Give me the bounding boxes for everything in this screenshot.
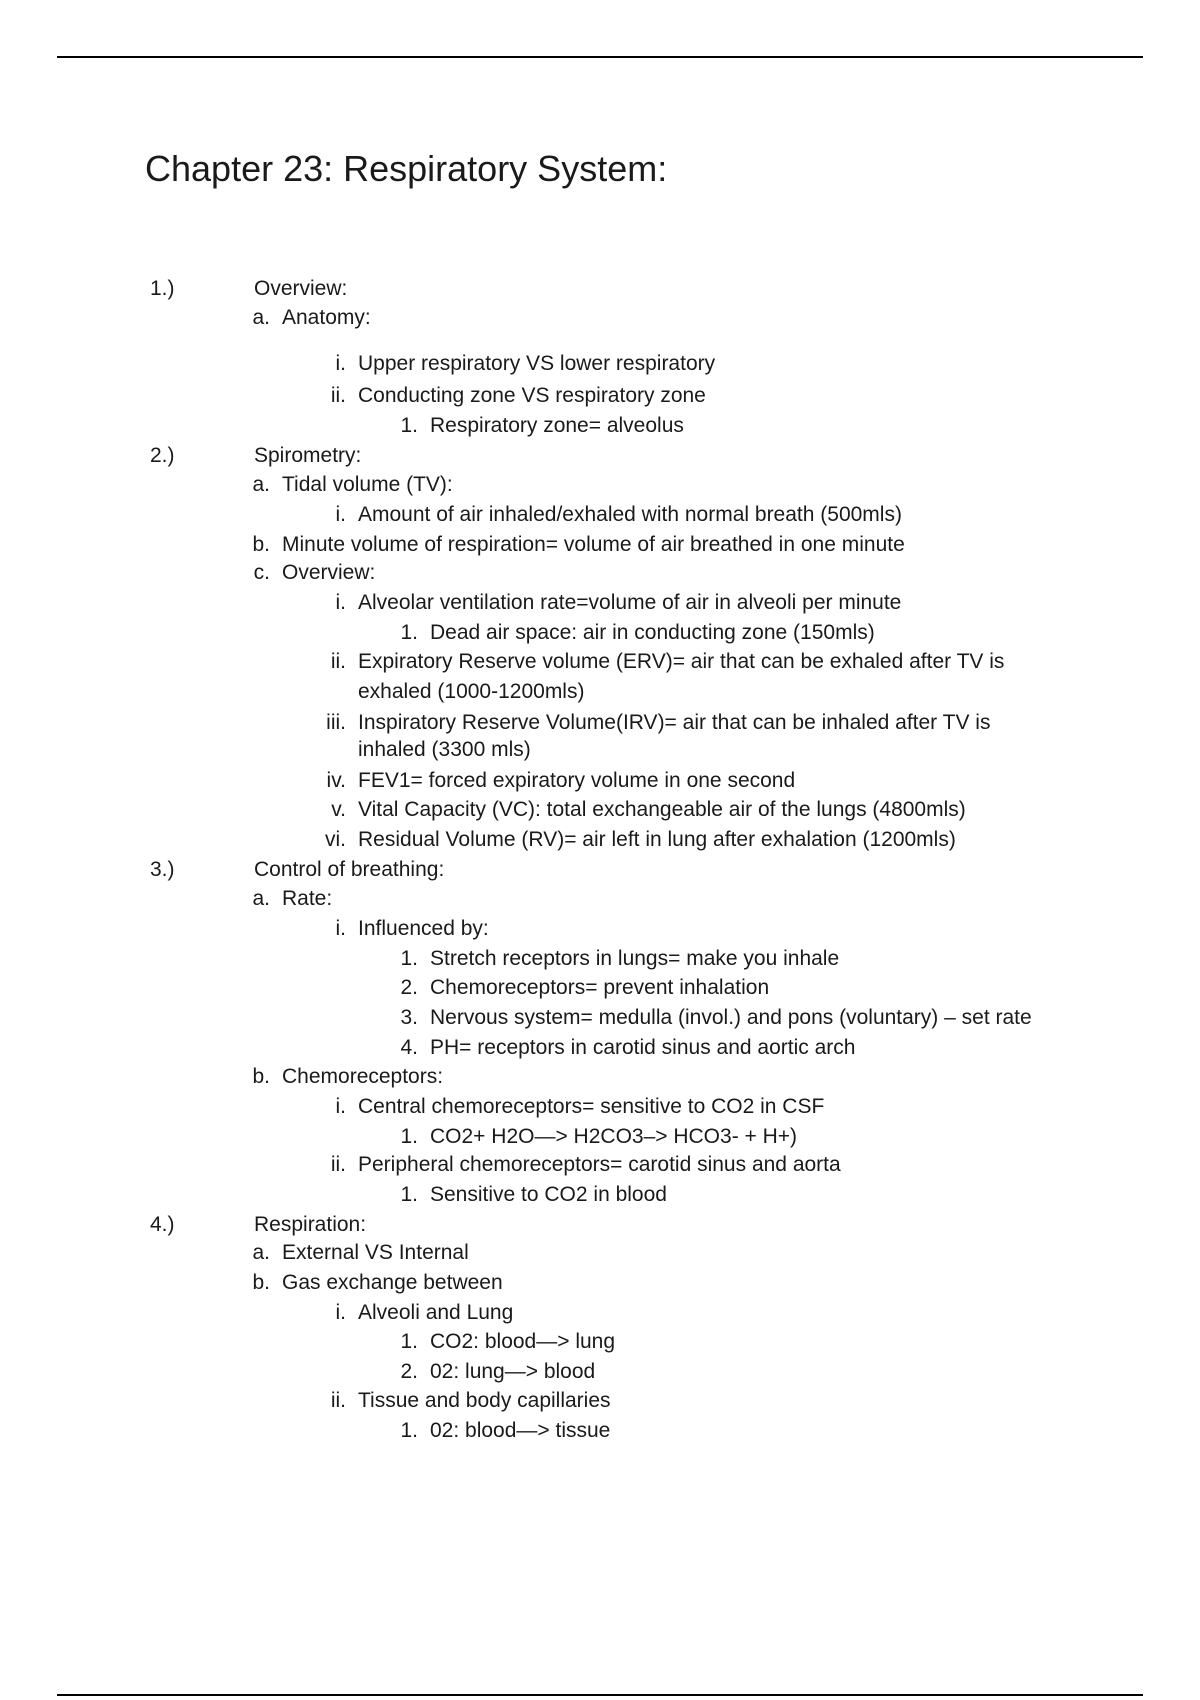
outline-item: 1. CO2+ H2O—> H2CO3–> HCO3- + H+)	[400, 1125, 798, 1148]
outline-item: 1. Sensitive to CO2 in blood	[400, 1183, 667, 1206]
outline-item: ii. Expiratory Reserve volume (ERV)= air that can be exhaled after TV is	[330, 650, 1005, 673]
outline-item: i. Upper respiratory VS lower respiratory	[335, 352, 716, 375]
outline-item: i. Alveoli and Lung	[335, 1301, 514, 1324]
outline-item-continued: exhaled (1000-1200mls)	[358, 680, 585, 703]
outline-item: 2. Chemoreceptors= prevent inhalation	[400, 976, 770, 999]
outline-item: b. Gas exchange between	[252, 1271, 503, 1294]
outline-item: 4. PH= receptors in carotid sinus and aortic arch	[400, 1036, 856, 1059]
outline-item: b. Minute volume of respiration= volume of air breathed in one minute	[252, 533, 905, 556]
outline-item: i. Central chemoreceptors= sensitive to CO2 in CSF	[335, 1095, 825, 1118]
top-rule	[57, 56, 1143, 58]
outline-item: iii. Inspiratory Reserve Volume(IRV)= air that can be inhaled after TV is	[326, 711, 991, 734]
outline-item: i. Alveolar ventilation rate=volume of air in alveoli per minute	[335, 591, 902, 614]
outline-item: i. Influenced by:	[335, 917, 489, 940]
outline-item: b. Chemoreceptors:	[252, 1065, 444, 1088]
page-title: Chapter 23: Respiratory System:	[145, 148, 668, 189]
outline-item: 2. 02: lung—> blood	[400, 1360, 596, 1383]
outline-item: vi. Residual Volume (RV)= air left in lung after exhalation (1200mls)	[325, 828, 956, 851]
bottom-rule	[57, 1694, 1143, 1696]
outline-item: iv. FEV1= forced expiratory volume in one second	[326, 769, 796, 792]
outline-item: ii. Tissue and body capillaries	[330, 1389, 611, 1412]
outline-item-continued: inhaled (3300 mls)	[358, 738, 531, 761]
outline-item: ii. Peripheral chemoreceptors= carotid sinus and aorta	[330, 1153, 841, 1176]
outline-item: 1. 02: blood—> tissue	[400, 1419, 611, 1442]
outline-item: 1. Dead air space: air in conducting zone (150mls)	[400, 621, 875, 644]
outline-item: 3. Nervous system= medulla (invol.) and pons (voluntary) – set rate	[400, 1006, 1032, 1029]
outline-item: c. Overview:	[253, 561, 376, 584]
outline-item: v. Vital Capacity (VC): total exchangeable air of the lungs (4800mls)	[331, 798, 966, 821]
outline-item: a. Tidal volume (TV):	[252, 473, 453, 496]
outline-item: ii. Conducting zone VS respiratory zone	[330, 384, 706, 407]
outline-item: i. Amount of air inhaled/exhaled with normal breath (500mls)	[335, 503, 902, 526]
outline-item: 2.) Spirometry:	[150, 444, 362, 467]
outline-item: a. External VS Internal	[252, 1241, 469, 1264]
outline-item: 1. Stretch receptors in lungs= make you inhale	[400, 947, 840, 970]
outline-item: 3.) Control of breathing:	[150, 858, 445, 881]
outline-item: 1.) Overview:	[150, 277, 348, 300]
outline-item: 4.) Respiration:	[150, 1213, 367, 1236]
outline-item: 1. Respiratory zone= alveolus	[400, 414, 684, 437]
outline-item: a. Anatomy:	[252, 306, 371, 329]
outline-item: a. Rate:	[252, 887, 333, 910]
outline-item: 1. CO2: blood—> lung	[400, 1330, 616, 1353]
